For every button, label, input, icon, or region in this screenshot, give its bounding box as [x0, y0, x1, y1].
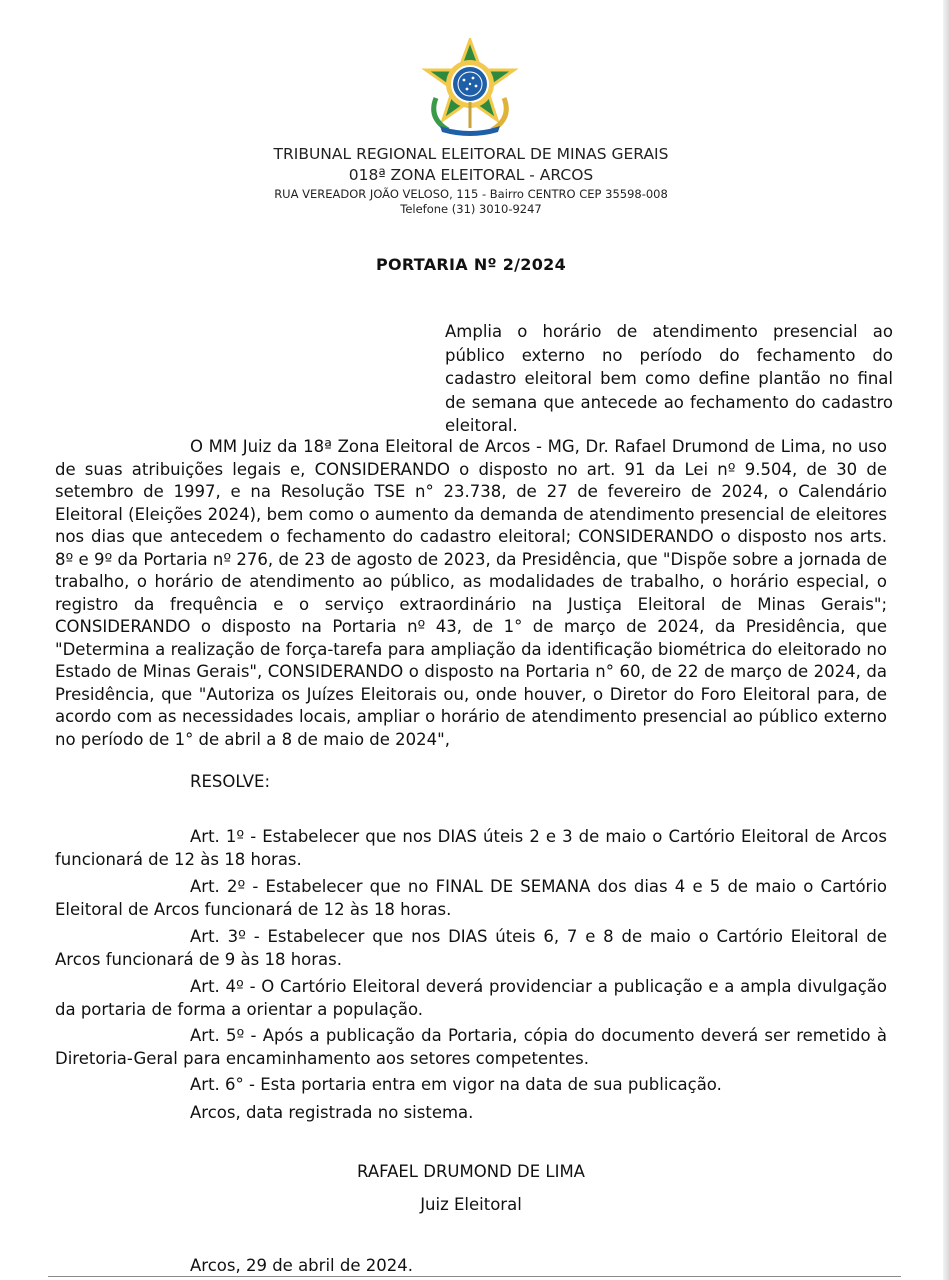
electoral-zone: 018ª ZONA ELEITORAL - ARCOS [348, 166, 594, 184]
document-title: PORTARIA Nº 2/2024 [375, 255, 567, 274]
article-5: Art. 5º - Após a publicação da Portaria, cópia do documento deverá ser remetido à Diretoria-Geral para encaminhamento aos setores competentes. [55, 1026, 887, 1068]
article-3: Art. 3º - Estabelecer que nos DIAS úteis 6, 7 e 8 de maio o Cartório Eleitoral de Arcos funcionará de 9 às 18 horas. [55, 927, 887, 969]
page-edge-shadow [943, 0, 949, 1280]
article-1: Art. 1º - Estabelecer que nos DIAS úteis 2 e 3 de maio o Cartório Eleitoral de Arcos funcionará de 12 às 18 horas. [55, 827, 887, 869]
document-date: Arcos, 29 de abril de 2024. [190, 1256, 413, 1275]
address-line: RUA VEREADOR JOÃO VELOSO, 115 - Bairro CENTRO CEP 35598-008 [274, 187, 668, 201]
ementa-summary: Amplia o horário de atendimento presencial ao público externo no período do fechamento do cadastro eleitoral bem como define plantão no final de semana que antecede ao fechamento do cadastro eleitoral. [445, 322, 893, 435]
article-4: Art. 4º - O Cartório Eleitoral deverá providenciar a publicação e a ampla divulgação da portaria de forma a orientar a população. [55, 977, 887, 1019]
article-2: Art. 2º - Estabelecer que no FINAL DE SEMANA dos dias 4 e 5 de maio o Cartório Eleitoral de Arcos funcionará de 12 às 18 horas. [55, 877, 887, 919]
signer-name: RAFAEL DRUMOND DE LIMA [357, 1162, 585, 1181]
phone-line: Telefone (31) 3010-9247 [400, 202, 542, 216]
page-bottom-divider [48, 1276, 901, 1277]
article-6: Art. 6° - Esta portaria entra em vigor na data de sua publicação. [190, 1075, 722, 1094]
court-name: TRIBUNAL REGIONAL ELEITORAL DE MINAS GERAIS [273, 145, 669, 163]
signer-role: Juiz Eleitoral [420, 1195, 522, 1214]
resolve-heading: RESOLVE: [190, 772, 271, 791]
brazil-coat-of-arms-icon [418, 38, 522, 138]
preamble-paragraph: O MM Juiz da 18ª Zona Eleitoral de Arcos - MG, Dr. Rafael Drumond de Lima, no uso de suas atribuições legais e, CONSIDERANDO o disposto no art. 91 da Lei nº 9.504, de 30 de setembro de 1997, e na Resolução TSE n° 23.738, de 27 de fevereiro de 2024, o Calendário Eleitoral (Eleições 2024), bem como o aumento da demanda de atendimento presencial de eleitores nos dias que antecedem o fechamento do cadastro eleitoral; CONSIDERANDO o disposto nos arts. 8º e 9º da Portaria nº 276, de 23 de agosto de 2023, da Presidência, que "Dispõe sobre a jornada de trabalho, o horário de atendimento ao público, as modalidades de trabalho, o horário especial, o registro da frequência e o serviço extraordinário na Justiça Eleitoral de Minas Gerais"; CONSIDERANDO o disposto na Portaria nº 43, de 1° de março de 2024, da Presidência, que "Determina a realização de força-tarefa para ampliação da identificação biométrica do eleitorado no Estado de Minas Gerais", CONSIDERANDO o disposto na Portaria n° 60, de 22 de março de 2024, da Presidência, que "Autoriza os Juízes Eleitorais ou, onde houver, o Diretor do Foro Eleitoral para, de acordo com as necessidades locais, ampliar o horário de atendimento presencial ao público externo no período de 1° de abril a 8 de maio de 2024", [55, 437, 887, 749]
closing-place: Arcos, data registrada no sistema. [190, 1103, 474, 1122]
